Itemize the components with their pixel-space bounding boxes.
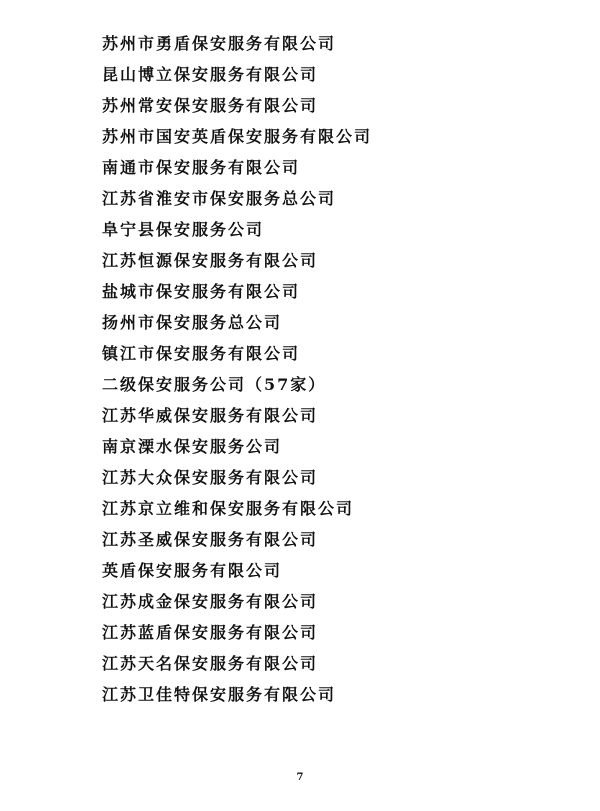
list-item: 江苏卫佳特保安服务有限公司 [102, 685, 337, 704]
section-heading: 二级保安服务公司（57家） [102, 375, 327, 394]
list-item: 江苏省淮安市保安服务总公司 [102, 189, 337, 208]
page-number: 7 [296, 772, 304, 783]
list-item: 江苏天名保安服务有限公司 [102, 654, 319, 673]
list-item: 阜宁县保安服务公司 [102, 220, 265, 239]
list-item: 江苏成金保安服务有限公司 [102, 592, 319, 611]
list-item: 江苏大众保安服务有限公司 [102, 468, 319, 487]
list-item: 江苏华威保安服务有限公司 [102, 406, 319, 425]
list-item: 扬州市保安服务总公司 [102, 313, 283, 332]
list-item: 苏州市勇盾保安服务有限公司 [102, 34, 337, 53]
company-list [102, 28, 372, 710]
list-item: 镇江市保安服务有限公司 [102, 344, 301, 363]
list-item: 英盾保安服务有限公司 [102, 561, 283, 580]
list-item: 江苏恒源保安服务有限公司 [102, 251, 319, 270]
list-item: 苏州市国安英盾保安服务有限公司 [102, 127, 373, 146]
list-item: 江苏京立维和保安服务有限公司 [102, 499, 355, 518]
list-item: 苏州常安保安服务有限公司 [102, 96, 319, 115]
list-item: 江苏蓝盾保安服务有限公司 [102, 623, 319, 642]
list-item: 昆山博立保安服务有限公司 [102, 65, 319, 84]
list-item: 南京溧水保安服务公司 [102, 437, 283, 456]
list-item: 江苏圣威保安服务有限公司 [102, 530, 319, 549]
list-item: 南通市保安服务有限公司 [102, 158, 301, 177]
list-item: 盐城市保安服务有限公司 [102, 282, 301, 301]
